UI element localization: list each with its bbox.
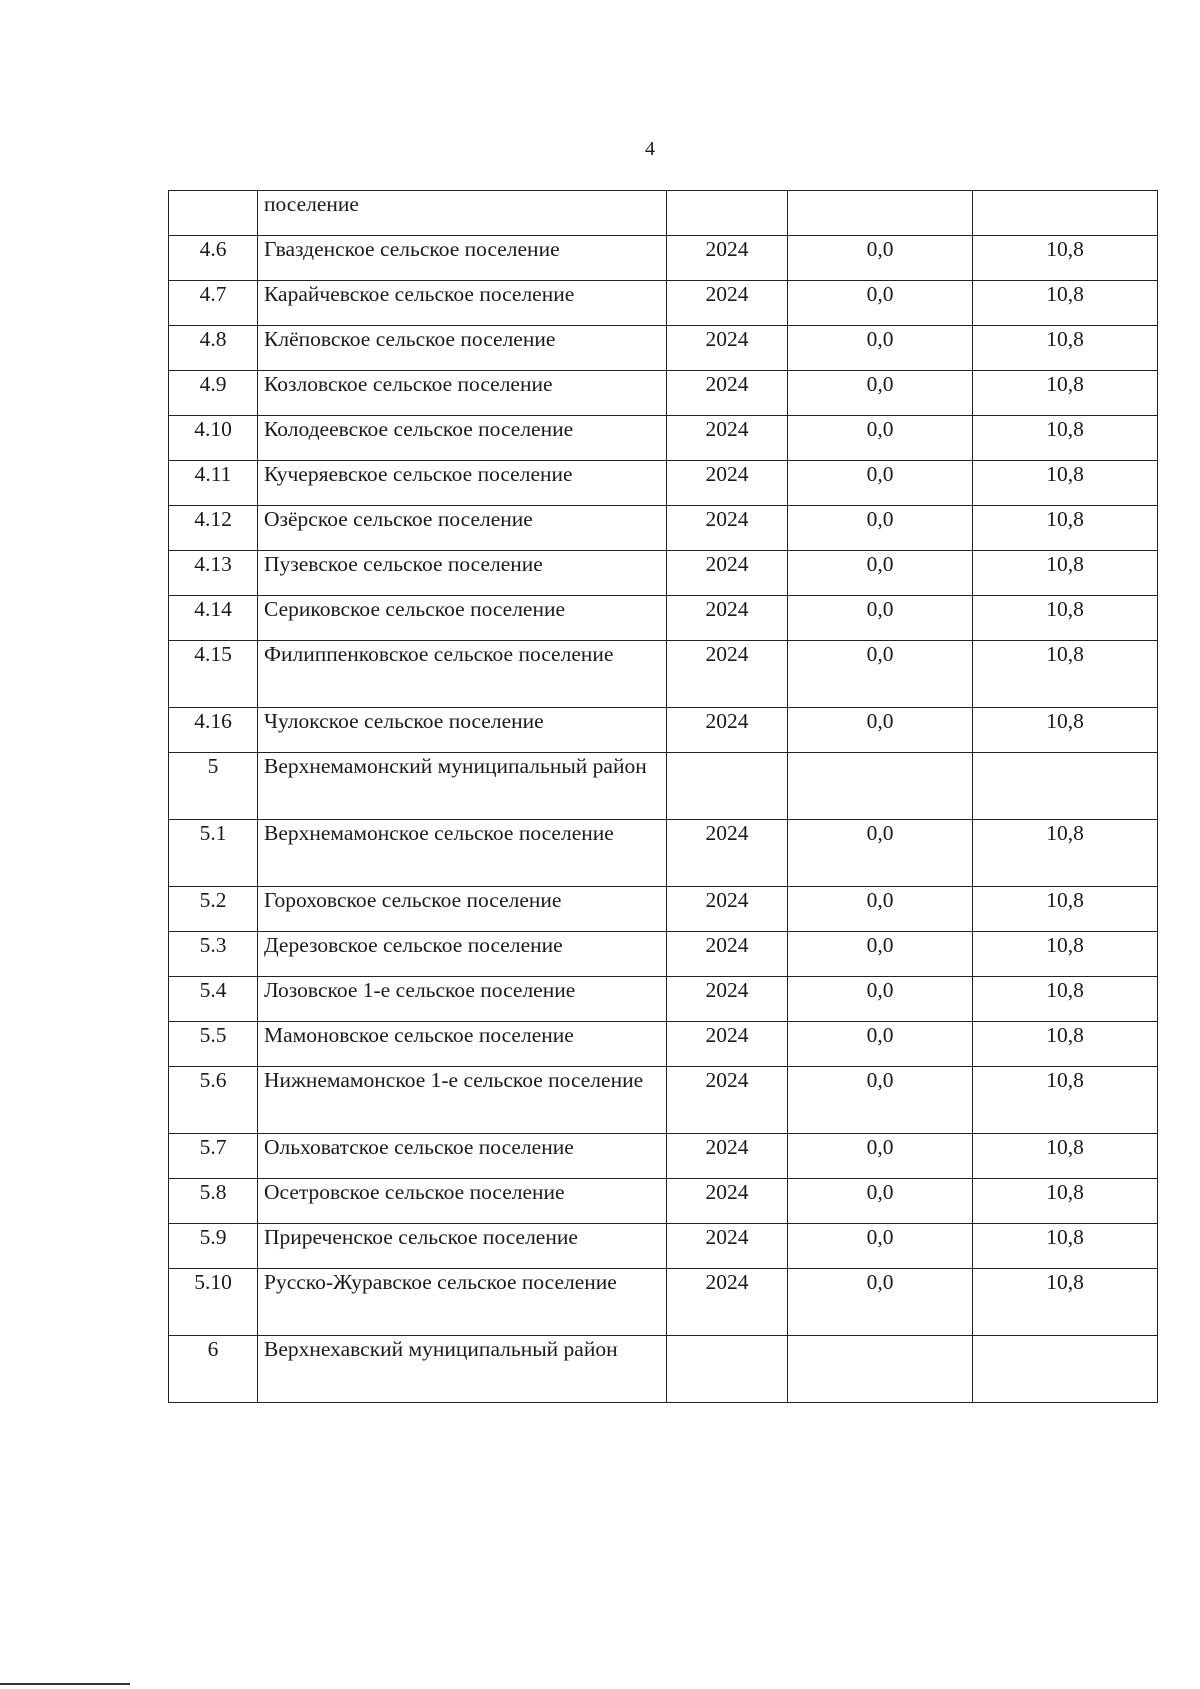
row-number-cell: 4.6 [169,236,258,281]
year-cell: 2024 [667,551,788,596]
value-1-cell: 0,0 [788,977,973,1022]
row-number-cell [169,191,258,236]
year-cell: 2024 [667,1224,788,1269]
table-row [169,1022,1158,1067]
table-row [169,1067,1158,1134]
value-1-cell: 0,0 [788,1022,973,1067]
value-1-cell: 0,0 [788,820,973,887]
table-row [169,1134,1158,1179]
year-cell: 2024 [667,977,788,1022]
year-cell: 2024 [667,1067,788,1134]
table-row [169,708,1158,753]
table-row [169,506,1158,551]
row-number-cell: 5.9 [169,1224,258,1269]
settlement-name-cell: Верхнемамонский муниципальный район [258,753,667,820]
value-2-cell: 10,8 [973,461,1158,506]
value-2-cell: 10,8 [973,236,1158,281]
table-row [169,1336,1158,1403]
value-2-cell: 10,8 [973,1224,1158,1269]
value-2-cell: 10,8 [973,641,1158,708]
table-row [169,461,1158,506]
year-cell: 2024 [667,416,788,461]
row-number-cell: 4.15 [169,641,258,708]
value-2-cell [973,191,1158,236]
value-2-cell: 10,8 [973,887,1158,932]
value-2-cell: 10,8 [973,1179,1158,1224]
year-cell [667,191,788,236]
row-number-cell: 5.8 [169,1179,258,1224]
year-cell: 2024 [667,932,788,977]
value-2-cell: 10,8 [973,1022,1158,1067]
row-number-cell: 4.14 [169,596,258,641]
year-cell: 2024 [667,641,788,708]
settlement-name-cell: Карайчевское сельское поселение [258,281,667,326]
row-number-cell: 4.8 [169,326,258,371]
year-cell: 2024 [667,461,788,506]
settlement-name-cell: Верхнемамонское сельское поселение [258,820,667,887]
row-number-cell: 4.9 [169,371,258,416]
year-cell: 2024 [667,371,788,416]
settlement-name-cell: Дерезовское сельское поселение [258,932,667,977]
value-1-cell: 0,0 [788,1134,973,1179]
settlement-name-cell: Озёрское сельское поселение [258,506,667,551]
settlement-name-cell: Лозовское 1-е сельское поселение [258,977,667,1022]
value-2-cell: 10,8 [973,1067,1158,1134]
row-number-cell: 4.10 [169,416,258,461]
value-1-cell: 0,0 [788,506,973,551]
value-1-cell: 0,0 [788,236,973,281]
value-2-cell: 10,8 [973,708,1158,753]
table-row [169,551,1158,596]
year-cell: 2024 [667,326,788,371]
year-cell: 2024 [667,708,788,753]
year-cell: 2024 [667,1179,788,1224]
row-number-cell: 6 [169,1336,258,1403]
table-row [169,932,1158,977]
value-2-cell: 10,8 [973,506,1158,551]
scan-edge-mark [0,1683,130,1685]
year-cell: 2024 [667,506,788,551]
table-row [169,416,1158,461]
settlements-table [168,190,1158,1403]
table-row [169,191,1158,236]
row-number-cell: 4.13 [169,551,258,596]
year-cell: 2024 [667,281,788,326]
settlement-name-cell: Козловское сельское поселение [258,371,667,416]
table-row [169,1269,1158,1336]
value-1-cell: 0,0 [788,1179,973,1224]
table-row [169,641,1158,708]
value-2-cell: 10,8 [973,1269,1158,1336]
page-number: 4 [645,138,655,160]
row-number-cell: 5 [169,753,258,820]
settlement-name-cell: Чулокское сельское поселение [258,708,667,753]
year-cell: 2024 [667,820,788,887]
value-1-cell: 0,0 [788,932,973,977]
settlement-name-cell: Клёповское сельское поселение [258,326,667,371]
value-2-cell: 10,8 [973,1134,1158,1179]
value-1-cell: 0,0 [788,371,973,416]
settlement-name-cell: Гороховское сельское поселение [258,887,667,932]
row-number-cell: 5.3 [169,932,258,977]
row-number-cell: 5.10 [169,1269,258,1336]
value-1-cell: 0,0 [788,1269,973,1336]
table-row [169,887,1158,932]
table-row [169,977,1158,1022]
settlement-name-cell: Осетровское сельское поселение [258,1179,667,1224]
value-2-cell [973,1336,1158,1403]
value-2-cell: 10,8 [973,416,1158,461]
year-cell [667,1336,788,1403]
value-1-cell: 0,0 [788,596,973,641]
value-2-cell: 10,8 [973,281,1158,326]
table-row [169,753,1158,820]
table-row [169,281,1158,326]
table-row [169,596,1158,641]
table-row [169,1224,1158,1269]
value-1-cell [788,1336,973,1403]
year-cell [667,753,788,820]
settlement-name-cell: Верхнехавский муниципальный район [258,1336,667,1403]
settlement-name-cell: Сериковское сельское поселение [258,596,667,641]
table-row [169,1179,1158,1224]
table-body [169,191,1158,1403]
row-number-cell: 5.7 [169,1134,258,1179]
settlement-name-cell: Мамоновское сельское поселение [258,1022,667,1067]
settlement-name-cell: Колодеевское сельское поселение [258,416,667,461]
settlement-name-cell: Пузевское сельское поселение [258,551,667,596]
row-number-cell: 4.12 [169,506,258,551]
table-row [169,236,1158,281]
value-1-cell: 0,0 [788,461,973,506]
settlement-name-cell: Гвазденское сельское поселение [258,236,667,281]
year-cell: 2024 [667,596,788,641]
value-1-cell: 0,0 [788,1224,973,1269]
settlement-name-cell: Ольховатское сельское поселение [258,1134,667,1179]
row-number-cell: 4.7 [169,281,258,326]
value-1-cell: 0,0 [788,641,973,708]
value-1-cell: 0,0 [788,551,973,596]
value-1-cell: 0,0 [788,887,973,932]
year-cell: 2024 [667,887,788,932]
value-1-cell: 0,0 [788,281,973,326]
settlement-name-cell: Приреченское сельское поселение [258,1224,667,1269]
settlement-name-cell: поселение [258,191,667,236]
table-row [169,371,1158,416]
value-1-cell: 0,0 [788,326,973,371]
value-1-cell [788,191,973,236]
year-cell: 2024 [667,236,788,281]
year-cell: 2024 [667,1269,788,1336]
row-number-cell: 5.5 [169,1022,258,1067]
value-1-cell: 0,0 [788,1067,973,1134]
row-number-cell: 5.2 [169,887,258,932]
settlement-name-cell: Нижнемамонское 1-е сельское поселение [258,1067,667,1134]
row-number-cell: 4.16 [169,708,258,753]
value-2-cell: 10,8 [973,596,1158,641]
value-2-cell: 10,8 [973,371,1158,416]
table-row [169,326,1158,371]
value-1-cell: 0,0 [788,708,973,753]
value-1-cell: 0,0 [788,416,973,461]
row-number-cell: 4.11 [169,461,258,506]
settlement-name-cell: Русско-Журавское сельское поселение [258,1269,667,1336]
row-number-cell: 5.4 [169,977,258,1022]
value-2-cell: 10,8 [973,326,1158,371]
value-2-cell [973,753,1158,820]
value-2-cell: 10,8 [973,932,1158,977]
table-row [169,820,1158,887]
row-number-cell: 5.6 [169,1067,258,1134]
value-2-cell: 10,8 [973,551,1158,596]
settlement-name-cell: Филиппенковское сельское поселение [258,641,667,708]
settlement-name-cell: Кучеряевское сельское поселение [258,461,667,506]
year-cell: 2024 [667,1134,788,1179]
row-number-cell: 5.1 [169,820,258,887]
value-2-cell: 10,8 [973,977,1158,1022]
value-2-cell: 10,8 [973,820,1158,887]
value-1-cell [788,753,973,820]
year-cell: 2024 [667,1022,788,1067]
